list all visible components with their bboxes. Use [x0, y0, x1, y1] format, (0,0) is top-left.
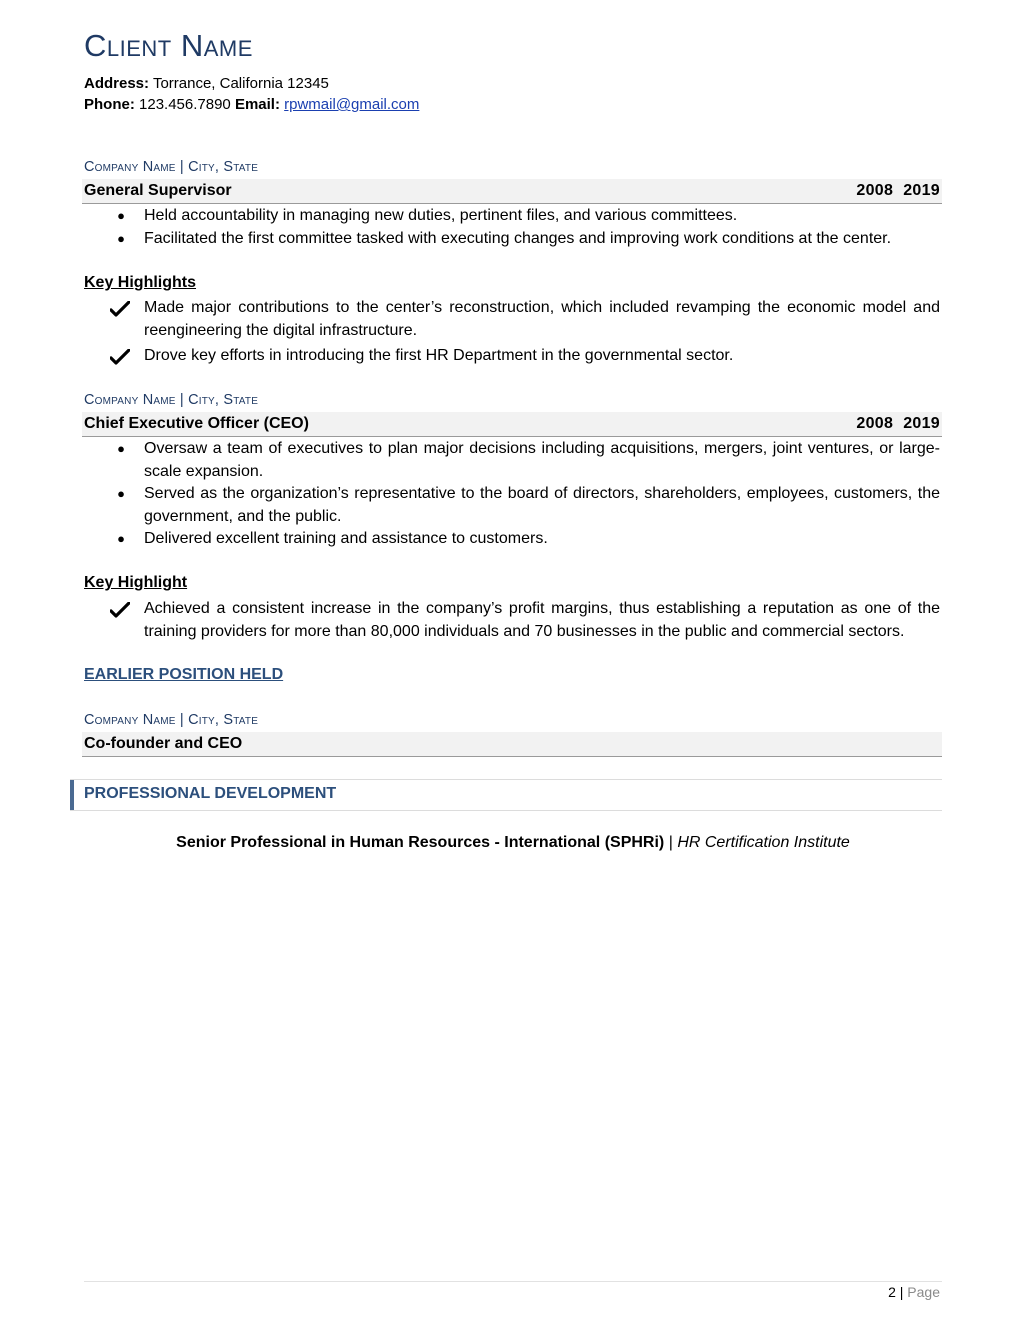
job1-highlight-1: [144, 297, 940, 342]
job2-highlights-heading: Key Highlight: [84, 574, 188, 591]
job2-title-bar: [82, 412, 942, 437]
job1-highlights-heading: Key Highlights: [84, 274, 197, 291]
certification-name: Senior Professional in Human Resources - International (SPHRi): [176, 834, 665, 851]
checkmark-icon: [110, 301, 130, 317]
job1-bullet-1: [117, 205, 940, 228]
job1-highlight-2-text: Drove key efforts in introducing the first HR Department in the governmental sector.: [144, 347, 734, 364]
phone-value: 123.456.7890: [139, 96, 231, 113]
earlier-title-bar: [82, 732, 942, 757]
job2-bullet-1-text: Oversaw a team of executives to plan major decisions including acquisitions, mergers, joint ventures, or large-scale expansion.: [144, 440, 940, 480]
job2-bullet-3: [117, 528, 940, 551]
phone-email-line: [84, 95, 419, 115]
job1-bullet-2-text: Facilitated the first committee tasked with executing changes and improving work conditions at the center.: [144, 230, 892, 247]
earlier-company-line: Company Name | City, State: [84, 712, 259, 728]
certification-line: [84, 834, 942, 852]
job2-year-end: 2019: [903, 415, 940, 432]
job2-bullet-2: [117, 483, 940, 528]
page-label: Page: [907, 1284, 940, 1300]
job2-title: Chief Executive Officer (CEO): [84, 415, 309, 432]
certification-separator: |: [668, 834, 673, 851]
client-name: Client Name: [84, 28, 253, 63]
job1-bullet-2: [117, 228, 940, 251]
job2-highlight-1-text: Achieved a consistent increase in the company’s profit margins, thus establishing a reputation as one of the training providers for more than 80,000 individuals and 70 businesses in the public and commercial sectors.: [144, 600, 940, 640]
email-label: Email:: [234, 96, 280, 113]
address-line: [84, 74, 329, 94]
section-accent-bar: [70, 780, 74, 810]
earlier-position-heading: EARLIER POSITION HELD: [84, 666, 284, 683]
phone-label: Phone:: [84, 96, 135, 113]
footer-divider: [84, 1281, 942, 1282]
job1-highlight-2: [144, 345, 940, 368]
bullet-dot-icon: ●: [117, 208, 125, 223]
job2-company-line: Company Name | City, State: [84, 392, 259, 408]
page-separator: |: [899, 1284, 904, 1300]
professional-development-heading: PROFESSIONAL DEVELOPMENT: [84, 785, 337, 802]
address-value: Torrance, California 12345: [152, 75, 329, 92]
page-footer: [888, 1284, 940, 1300]
job2-bullet-1: [117, 438, 940, 483]
address-label: Address:: [84, 75, 150, 92]
job1-bullet-1-text: Held accountability in managing new duties, pertinent files, and various committees.: [144, 207, 738, 224]
job2-bullet-2-text: Served as the organization’s representative to the board of directors, shareholders, employees, customers, the government, and the public.: [144, 485, 940, 525]
job2-bullet-3-text: Delivered excellent training and assistance to customers.: [144, 530, 548, 547]
job1-years: [846, 179, 940, 203]
job2-highlight-1: [144, 598, 940, 643]
job1-title-bar: [82, 179, 942, 204]
certification-issuer: HR Certification Institute: [677, 834, 850, 851]
email-link[interactable]: rpwmail@gmail.com: [284, 96, 420, 113]
resume-page: [84, 0, 942, 1325]
checkmark-icon: [110, 349, 130, 365]
bullet-dot-icon: ●: [117, 531, 125, 546]
checkmark-icon: [110, 602, 130, 618]
job1-year-start: 2008: [856, 182, 894, 199]
bullet-dot-icon: ●: [117, 231, 125, 246]
job1-title: General Supervisor: [84, 182, 232, 199]
page-number: 2: [888, 1284, 896, 1300]
job1-highlight-1-text: Made major contributions to the center’s reconstruction, which included revamping the economic model and reengineering the digital infrastructure.: [144, 299, 940, 339]
bullet-dot-icon: ●: [117, 441, 125, 456]
bullet-dot-icon: ●: [117, 486, 125, 501]
earlier-title: Co-founder and CEO: [84, 735, 243, 752]
job1-year-end: 2019: [903, 182, 940, 199]
job1-company-line: Company Name | City, State: [84, 159, 259, 175]
job2-year-start: 2008: [856, 415, 894, 432]
professional-development-section-bar: [70, 779, 942, 811]
job2-years: [846, 412, 940, 436]
